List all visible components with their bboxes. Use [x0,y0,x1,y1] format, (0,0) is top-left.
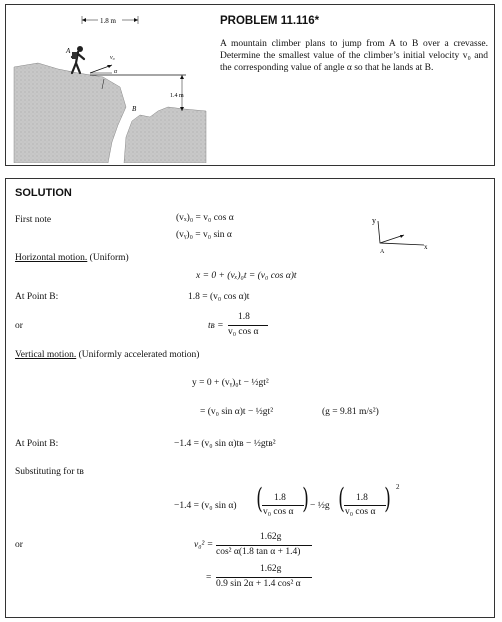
svg-text:x: x [424,243,428,251]
crevasse-figure [8,7,208,163]
solution-title: SOLUTION [15,187,72,199]
svg-text:y: y [372,216,376,225]
dim-height-label: 1.4 m [170,93,184,99]
first-note-label: First note [15,215,52,225]
v0sq-den: cos² α(1.8 tan α + 1.4) [216,547,301,557]
eq-sub-num2: 1.8 [356,493,368,503]
v0sq-num2: 1.62g [260,564,282,574]
alpha-label: α [114,69,118,75]
left-cliff [14,63,126,163]
problem-title: PROBLEM 11.116* [220,15,320,27]
g-value: (g = 9.81 m/s²) [322,407,379,417]
eq-vertical-b: −1.4 = (v₀ sin α)tʙ − ½gtʙ² [174,439,276,449]
eq-vx0: (vₓ)₀ = v₀ cos α [176,213,234,223]
dim-width-label: 1.8 m [100,17,116,25]
v0sq-num: 1.62g [260,532,282,542]
eq-sub-mid: − ½g [310,501,330,511]
point-a-label: A [66,47,71,55]
solution-panel: SOLUTION First note (vₓ)₀ = v₀ cos α (vᵧ)₀ = v₀ sin α y x A Horizontal motion. (Uniform) x = 0 + (vₓ)₀t = (v₀ cos α)t At Point B: 1.8 = (v₀ cos α)t or tʙ = 1.8 v₀ cos α Vertical motion. (Uniformly accelerated motion) y = 0 + (vᵧ)₀t − ½gt² = (v₀ sin α)t − ½gt² (g = 9.81 m/s²) At Point B: −1.4 = (v₀ sin α)tʙ − ½gtʙ² Substituting for tʙ −1.4 = (v₀ sin α) ( 1.8 v₀ cos α ) − ½g ( 1.8 v₀ cos α ) 2 or v₀² = 1.62g cos² α(1.8 tan α + 1.4) = 1.62g 0.9 sin 2α + 1.4 cos² α [5,178,495,618]
right-ledge [124,107,206,163]
v0sq-lhs: v₀² = [194,540,214,550]
or-label: or [15,321,23,331]
eq-y2: = (v₀ sin α)t − ½gt² [200,407,274,417]
v0sq-den2: 0.9 sin 2α + 1.4 cos² α [216,579,301,589]
problem-statement: A mountain climber plans to jump from A to B over a crevasse. Determine the smallest value of the climber’s initial velocity v₀ and the corresponding value of angle α so that he lands at B. [220,39,488,73]
problem-panel [5,4,495,166]
tb-den: v₀ cos α [228,327,259,337]
vertical-motion-heading: Vertical motion. (Uniformly accelerated motion) [15,350,200,360]
eq-sub-num: 1.8 [274,493,286,503]
eq-x: x = 0 + (vₓ)₀t = (v₀ cos α)t [196,271,297,281]
horizontal-motion-heading: Horizontal motion. (Uniform) [15,253,129,263]
or-label: or [15,540,23,550]
v0-label: v₀ [110,55,115,61]
eq-sub-lhs: −1.4 = (v₀ sin α) [174,501,237,511]
at-point-b-label: At Point B: [15,439,59,449]
tb-lhs: tʙ = [208,321,224,331]
eq-sub-den2: v₀ cos α [345,507,376,517]
at-point-b-label: At Point B: [15,292,59,302]
eq-sub-exponent: 2 [396,483,400,491]
tb-num: 1.8 [238,312,250,322]
point-b-label: B [132,105,137,113]
svg-text:A: A [380,249,385,255]
substituting-label: Substituting for tʙ [15,467,84,477]
eq-horizontal-b: 1.8 = (v₀ cos α)t [188,292,250,302]
eq-sub-den: v₀ cos α [263,507,294,517]
v0sq-eq2: = [206,573,212,583]
climber-icon [72,46,84,73]
axes-sketch [368,215,428,259]
eq-y1: y = 0 + (vᵧ)₀t − ½gt² [192,378,269,388]
eq-vy0: (vᵧ)₀ = v₀ sin α [176,230,232,240]
